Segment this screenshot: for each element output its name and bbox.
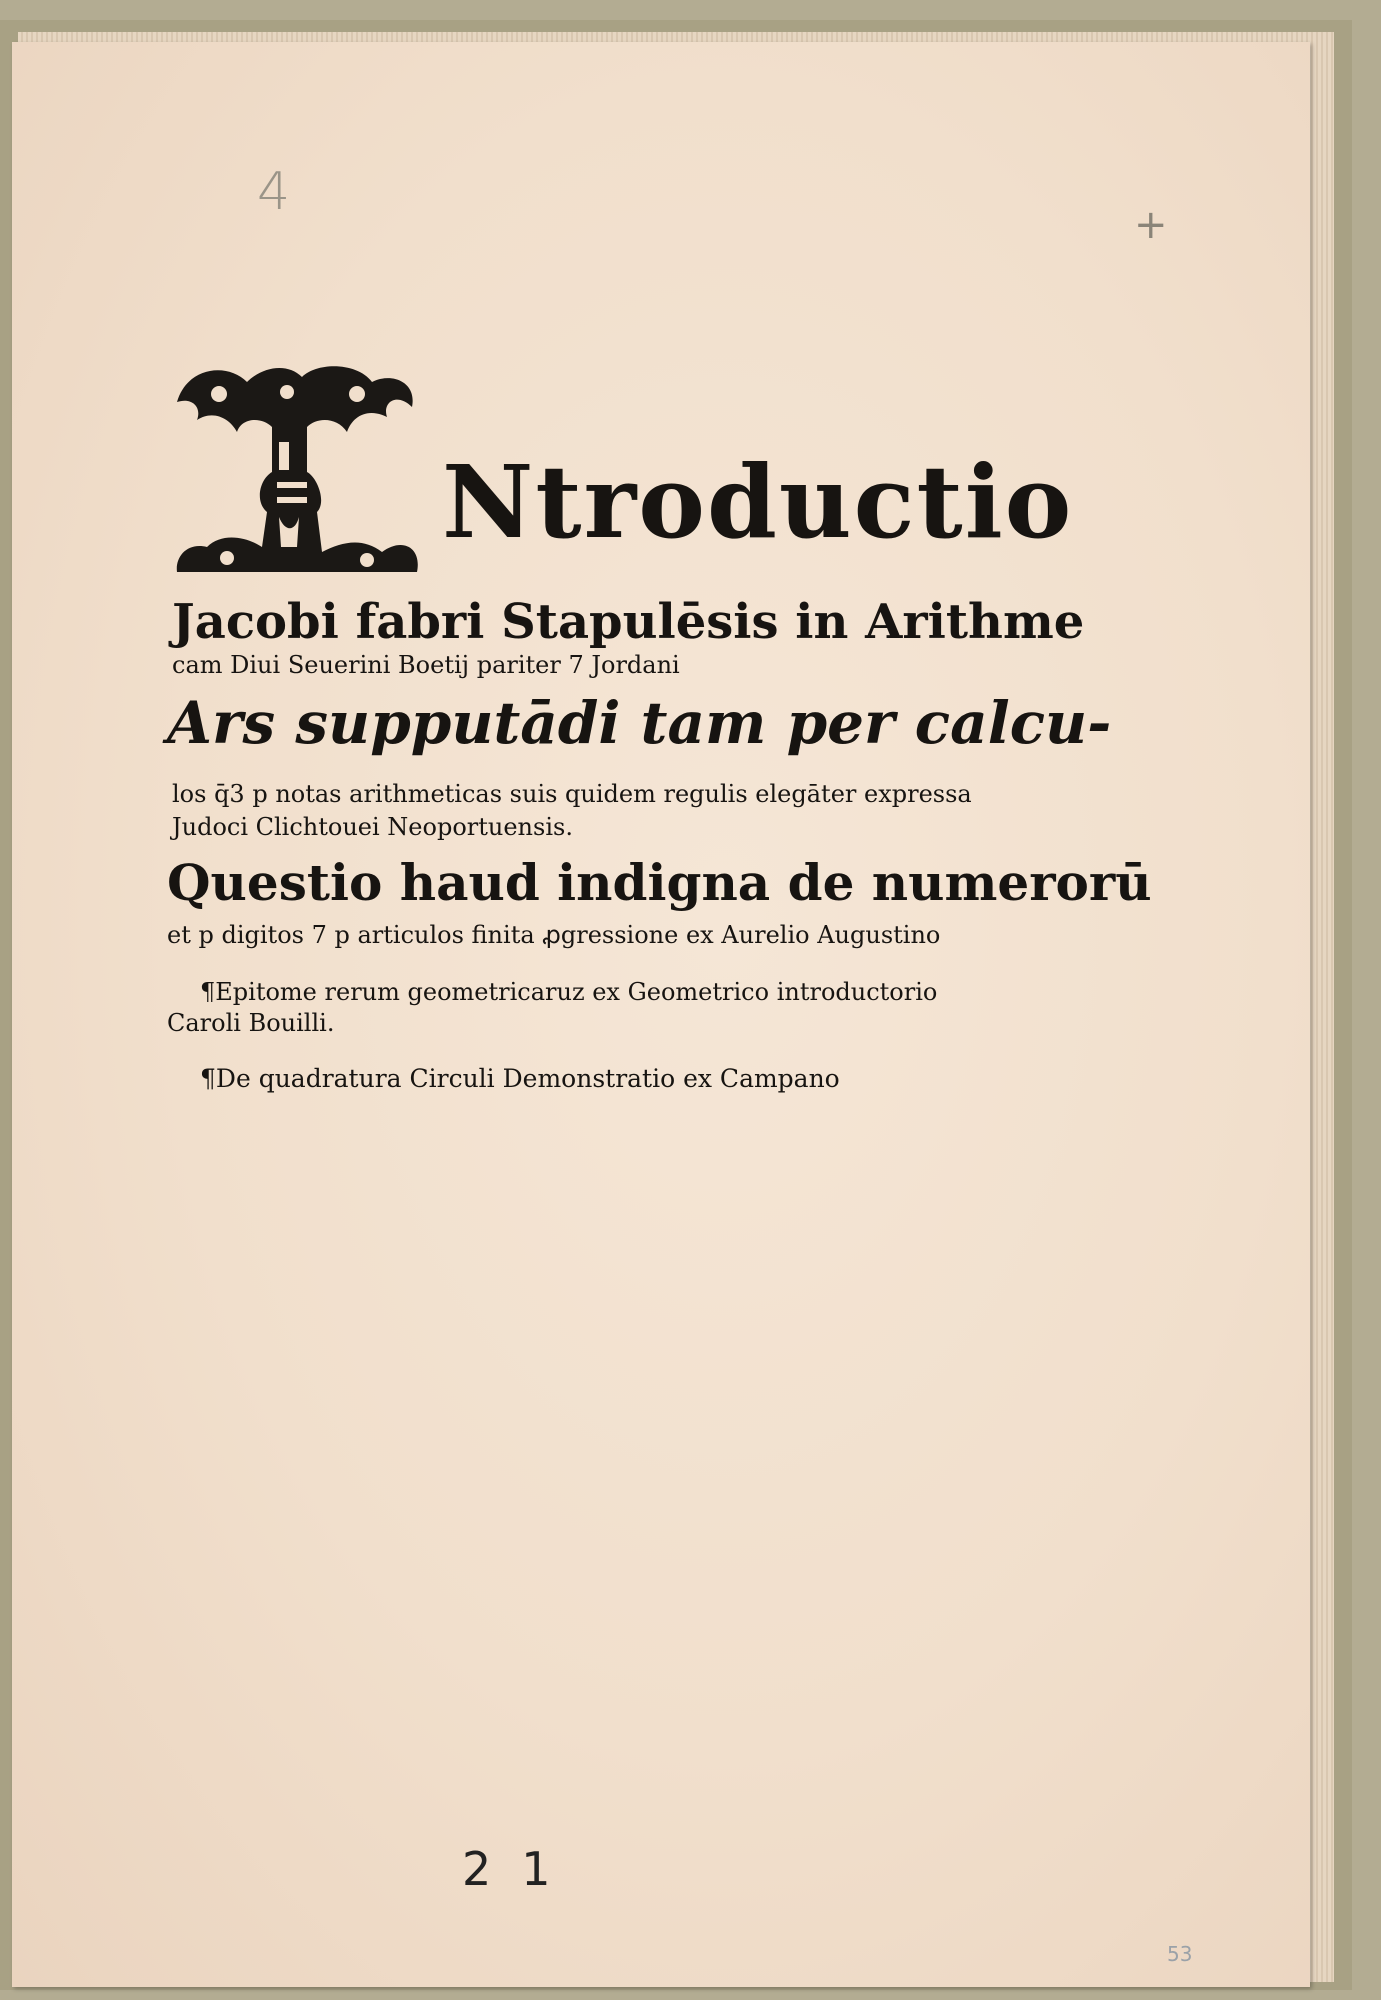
ars-line-cont: los q̄3 p notas arithmeticas suis quidem regulis elegāter expressa bbox=[172, 780, 972, 808]
epitome-author: Caroli Bouilli. bbox=[167, 1009, 335, 1037]
quadratura-line: ¶De quadratura Circuli Demonstratio ex Campano bbox=[200, 1064, 840, 1093]
ars-line: Ars supputādi tam per calcu- bbox=[167, 689, 1112, 757]
epitome-line: ¶Epitome rerum geometricaruz ex Geometrico introductorio bbox=[200, 978, 938, 1006]
handwritten-number-bottom: 21 bbox=[462, 1842, 581, 1896]
stamp-number: 53 bbox=[1167, 1942, 1193, 1966]
handwritten-number-top: 4 bbox=[257, 162, 291, 222]
questio-line-cont: et p digitos 7 p articulos finita ꝓgressione ex Aurelio Augustino bbox=[167, 921, 941, 949]
questio-line: Questio haud indigna de numerorū bbox=[167, 853, 1152, 912]
author-line: Jacobi fabri Stapulēsis in Arithme bbox=[172, 594, 1085, 650]
title-line: Ntroductio bbox=[442, 443, 1074, 561]
handwritten-cross-mark: + bbox=[1134, 202, 1168, 248]
decorated-initial-I bbox=[167, 362, 427, 582]
author-line-cont: cam Diui Seuerini Boetij pariter 7 Jordani bbox=[172, 651, 680, 679]
book-page bbox=[12, 42, 1310, 1987]
ars-author: Judoci Clichtouei Neoportuensis. bbox=[172, 813, 573, 841]
